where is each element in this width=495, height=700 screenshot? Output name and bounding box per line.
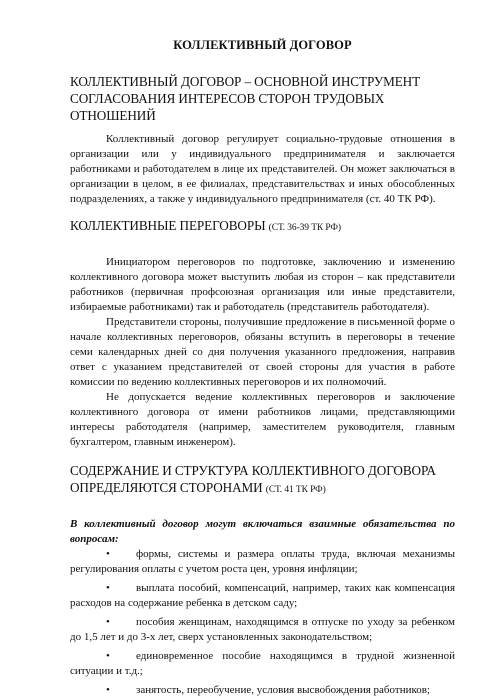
list-item xyxy=(70,615,455,645)
list-item-text: пособия женщинам, находящимся в отпуске по уходу за ребенком до 1,5 лет и до 3-х лет, сверх установленных законодательством; xyxy=(70,616,455,643)
bullet-icon: • xyxy=(106,684,110,696)
paragraph-role-1: Коллективный договор регулирует социально-трудовые отношения в организации или у индивидуального предпринимателя и заключается работниками и работодателем в лице их представителей. Он может заключаться в организации в целом, в ее филиалах, представительствах и иных обособленных подразделениях, а также у индивидуального предпринимателя (ст. 40 ТК РФ). xyxy=(70,133,455,205)
section-heading-content-ref: (СТ. 41 ТК РФ) xyxy=(265,485,326,495)
list-item xyxy=(70,581,455,611)
bullet-icon: • xyxy=(106,650,110,662)
section-heading-role: КОЛЛЕКТИВНЫЙ ДОГОВОР – ОСНОВНОЙ ИНСТРУМЕНТ СОГЛАСОВАНИЯ ИНТЕРЕСОВ СТОРОН ТРУДОВЫХ ОТНОШЕНИЙ xyxy=(70,74,421,123)
section-heading-negotiations-ref: (СТ. 36-39 ТК РФ) xyxy=(268,223,341,233)
paragraph-negotiations-3: Не допускается ведение коллективных переговоров и заключение коллективного договора от имени работников лицами, представляющими интересы работодателя (например, заместителем руководителя, главным бухгалтером, главным инженером). xyxy=(70,391,455,448)
bullet-icon: • xyxy=(106,582,110,594)
bullet-icon: • xyxy=(106,548,110,560)
section-content xyxy=(70,462,455,698)
paragraph-negotiations-2: Представители стороны, получившие предложение в письменной форме о начале коллективных переговоров, обязаны вступить в переговоры в течение семи календарных дней со дня получения указанного предложения, направив ответ с указанием представителей от своей стороны для участия в работе комиссии по ведению коллективных переговоров и их полномочий. xyxy=(70,316,455,388)
list-item xyxy=(70,547,455,577)
list-item xyxy=(70,683,455,698)
section-role xyxy=(70,73,455,207)
obligations-lead: В коллективный договор могут включаться взаимные обязательства по вопросам: xyxy=(70,518,455,545)
list-item-text: единовременное пособие находящимся в трудной жизненной ситуации и т.д.; xyxy=(70,650,455,677)
section-heading-negotiations-text: КОЛЛЕКТИВНЫЕ ПЕРЕГОВОРЫ xyxy=(70,218,266,233)
bullet-icon: • xyxy=(106,616,110,628)
paragraph-negotiations-1: Инициатором переговоров по подготовке, заключению и изменению коллективного договора может выступить любая из сторон – как представители работников (первичная профсоюзная организация или иные представители, избираемые работниками) так и работодатель (представитель работодателя). xyxy=(70,256,455,313)
section-heading-content-text: СОДЕРЖАНИЕ И СТРУКТУРА КОЛЛЕКТИВНОГО ДОГОВОРА ОПРЕДЕЛЯЮТСЯ СТОРОНАМИ xyxy=(70,463,436,495)
list-item-text: занятость, переобучение, условия высвобождения работников; xyxy=(136,684,430,696)
section-heading-content xyxy=(70,462,455,499)
obligations-list xyxy=(70,547,455,698)
section-negotiations xyxy=(70,217,455,450)
list-item xyxy=(70,649,455,679)
section-heading-negotiations xyxy=(70,217,455,237)
document-title: КОЛЛЕКТИВНЫЙ ДОГОВОР xyxy=(173,38,352,52)
list-item-text: формы, системы и размера оплаты труда, включая механизмы регулирования оплаты с учетом роста цен, уровня инфляции; xyxy=(70,548,455,575)
list-item-text: выплата пособий, компенсаций, например, таких как компенсация расходов на содержание ребенка в детском саду; xyxy=(70,582,455,609)
